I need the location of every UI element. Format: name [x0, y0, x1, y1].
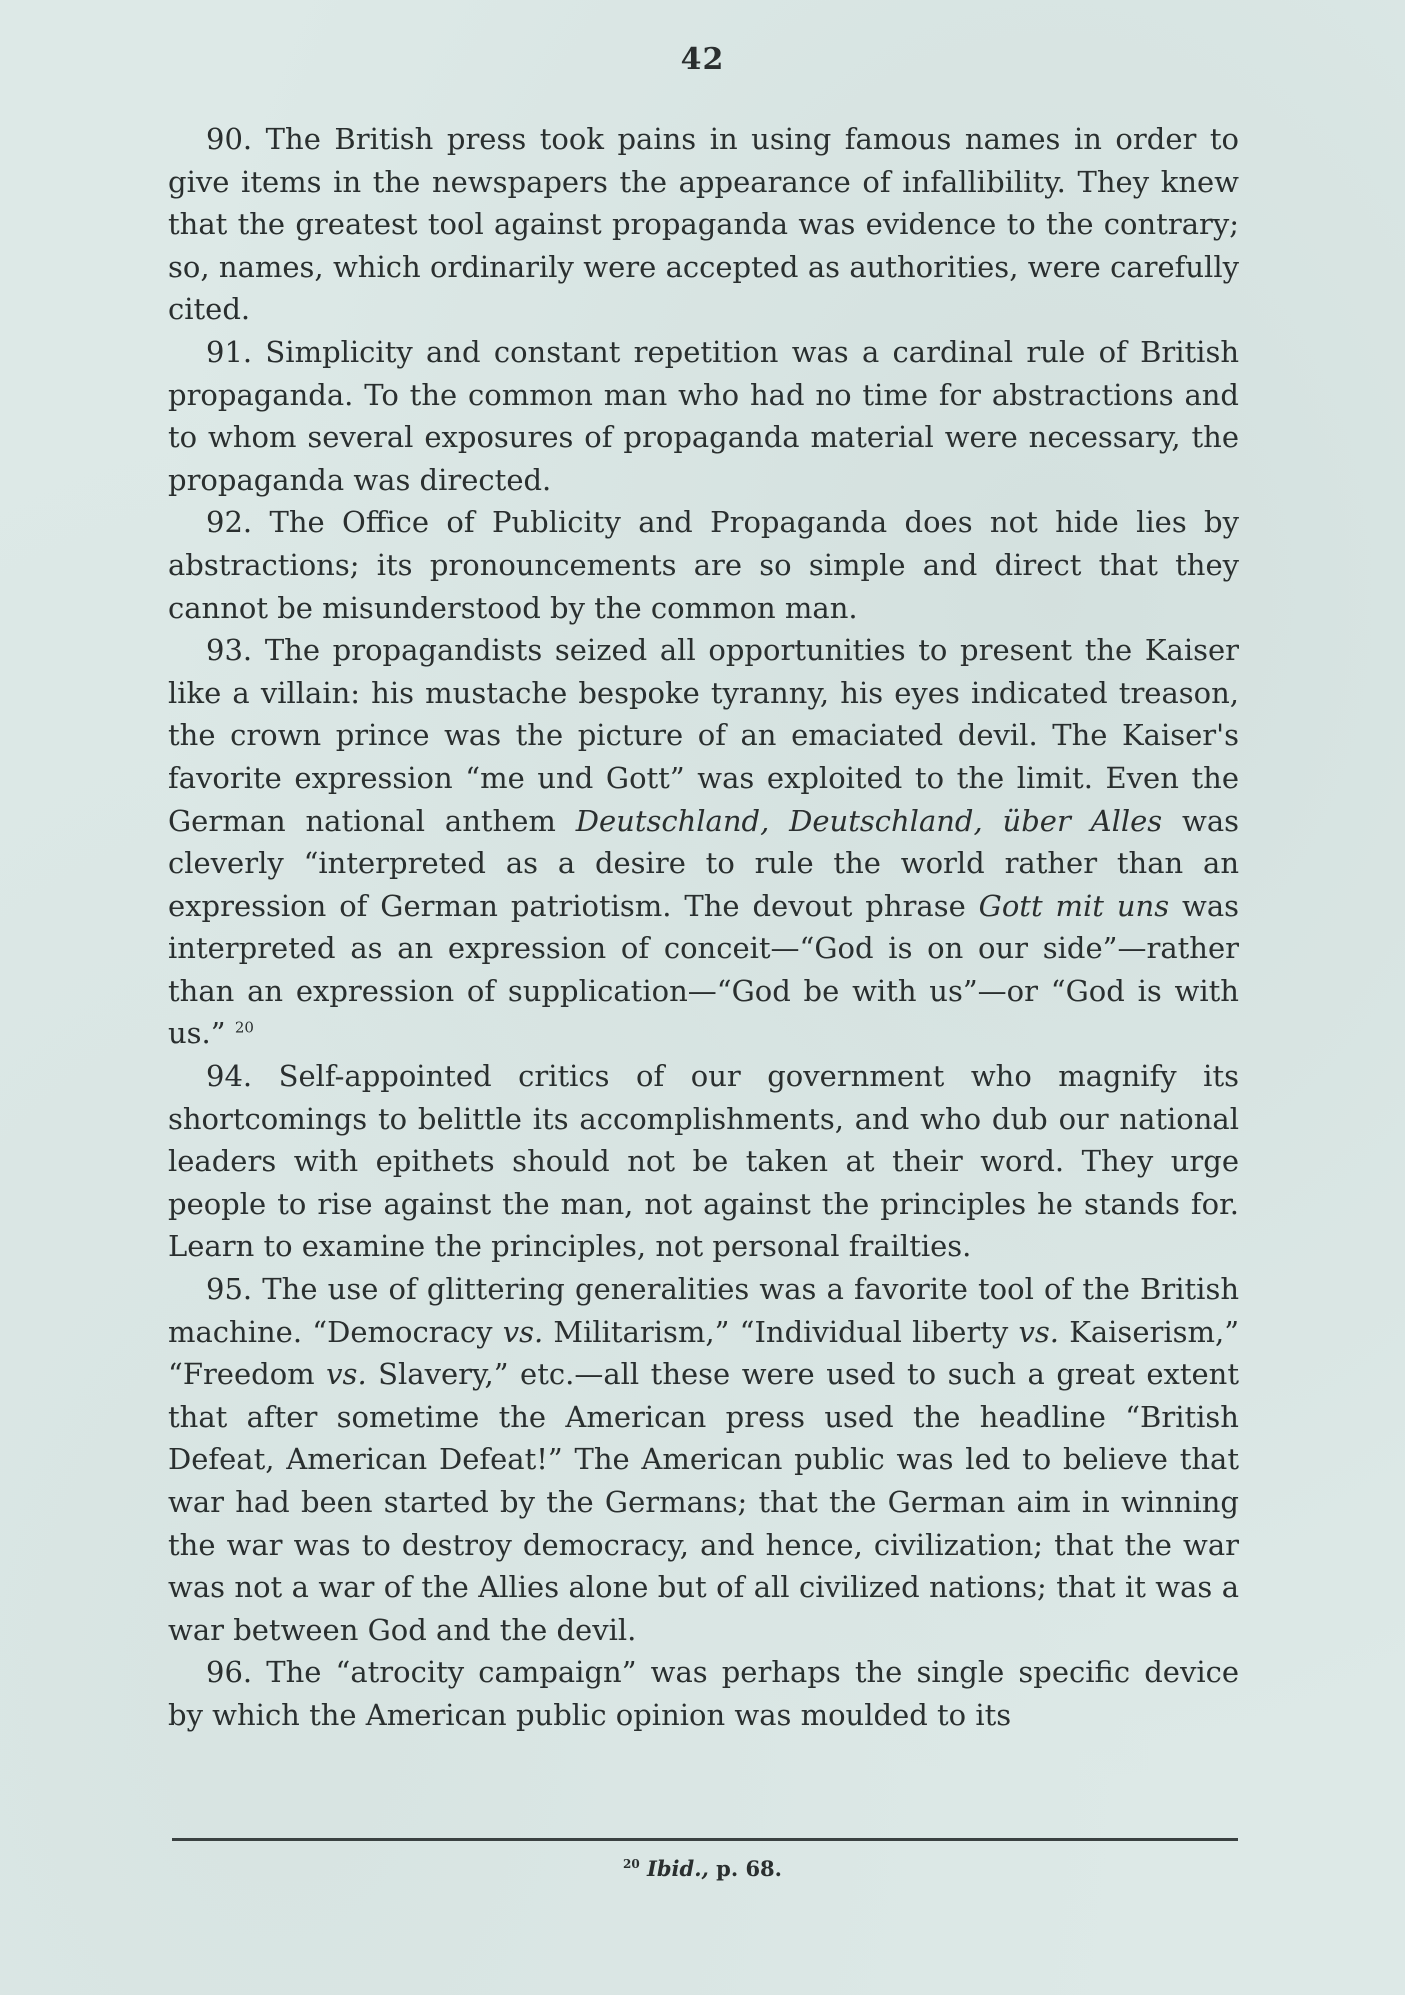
paragraph-number: 94. [206, 1059, 253, 1094]
paragraph-text: was interpreted as an expression of conceit—“God is on our side”—rather than an expression of supplication—“God be with us”—or “God is with us.” [168, 888, 1240, 1051]
footnote-source: Ibid., [647, 1856, 709, 1881]
paragraph-text: Kaiserism,” “Freedom [168, 1314, 1240, 1392]
footnote-divider [172, 1838, 1238, 1841]
paragraph-text: Slavery,” etc.—all these were used to such a great extent that after sometime the American press used the headline “British Defeat, American Defeat!” The American public was led to believe that war had been started by the Germans; that the German aim in winning the war was to destroy democracy, and hence, civilization; that the war was not a war of the Allies alone but of all civilized nations; that it was a war between God and the devil. [168, 1357, 1240, 1647]
body-text [168, 118, 1239, 1737]
paragraph-number: 93. [206, 633, 253, 668]
footnote [0, 1856, 1405, 1881]
footnote-marker: 20 [623, 1857, 640, 1871]
paragraph-number: 92. [206, 505, 253, 540]
paragraph-93 [168, 629, 1239, 1055]
versus-italic: vs. [502, 1314, 544, 1349]
paragraph-text: Militarism,” “Individual liberty [553, 1314, 1009, 1349]
paragraph-number: 90. [206, 122, 253, 156]
paragraph-text: The Office of Publicity and Propaganda does not hide lies by abstractions; its pronouncements are so simple and direct that they cannot be misunderstood by the common man. [168, 505, 1240, 625]
paragraph-number: 91. [206, 334, 253, 369]
paragraph-95 [168, 1268, 1239, 1651]
paragraph-92 [168, 501, 1239, 629]
paragraph-94 [168, 1055, 1239, 1268]
paragraph-text: Self-appointed critics of our government who magnify its shortcomings to belittle its accomplishments, and who dub our national leaders with epithets should not be taken at their word. They urge people to rise against the man, not against the principles he stands for. Learn to examine the principles, not personal frailties. [168, 1059, 1239, 1264]
paragraph-number: 95. [206, 1272, 253, 1307]
paragraph-text: was cleverly “interpreted as a desire to rule the world rather than an expression of German patriotism. The devout phrase [168, 803, 1240, 923]
paragraph-91 [168, 331, 1239, 501]
paragraph-96 [168, 1651, 1239, 1736]
paragraph-number: 96. [206, 1655, 253, 1690]
anthem-title: Deutschland, Deutschland, über Alles [575, 803, 1163, 838]
paragraph-text: The propagandists seized all opportunities to present the Kaiser like a villain: his mustache bespoke tyranny, his eyes indicated treason, the crown prince was the picture of an emaciated devil. The Kaiser's favorite expression “me und Gott” was exploited to the limit. Even the German national anthem [168, 633, 1240, 838]
versus-italic: vs. [326, 1357, 367, 1392]
paragraph-text: The use of glittering generalities was a favorite tool of the British machine. “Democracy [168, 1272, 1239, 1349]
paragraph-90 [168, 118, 1239, 331]
footnote-page: p. 68. [716, 1856, 782, 1881]
phrase-gott-mit-uns: Gott mit uns [978, 888, 1170, 923]
paragraph-text: The “atrocity campaign” was perhaps the single specific device by which the American public opinion was moulded to its [168, 1655, 1240, 1732]
paragraph-text: The British press took pains in using famous names in order to give items in the newspapers the appearance of infallibility. They knew that the greatest tool against propaganda was evidence to the contrary; so, names, which ordinarily were accepted as authorities, were carefully cited. [168, 122, 1240, 327]
versus-italic: vs. [1018, 1314, 1059, 1349]
footnote-reference: 20 [234, 1018, 254, 1037]
paragraph-text: Simplicity and constant repetition was a cardinal rule of British propaganda. To the common man who had no time for abstractions and to whom several exposures of propaganda material were necessary, the propaganda was directed. [168, 334, 1240, 497]
page-number: 42 [680, 42, 725, 77]
